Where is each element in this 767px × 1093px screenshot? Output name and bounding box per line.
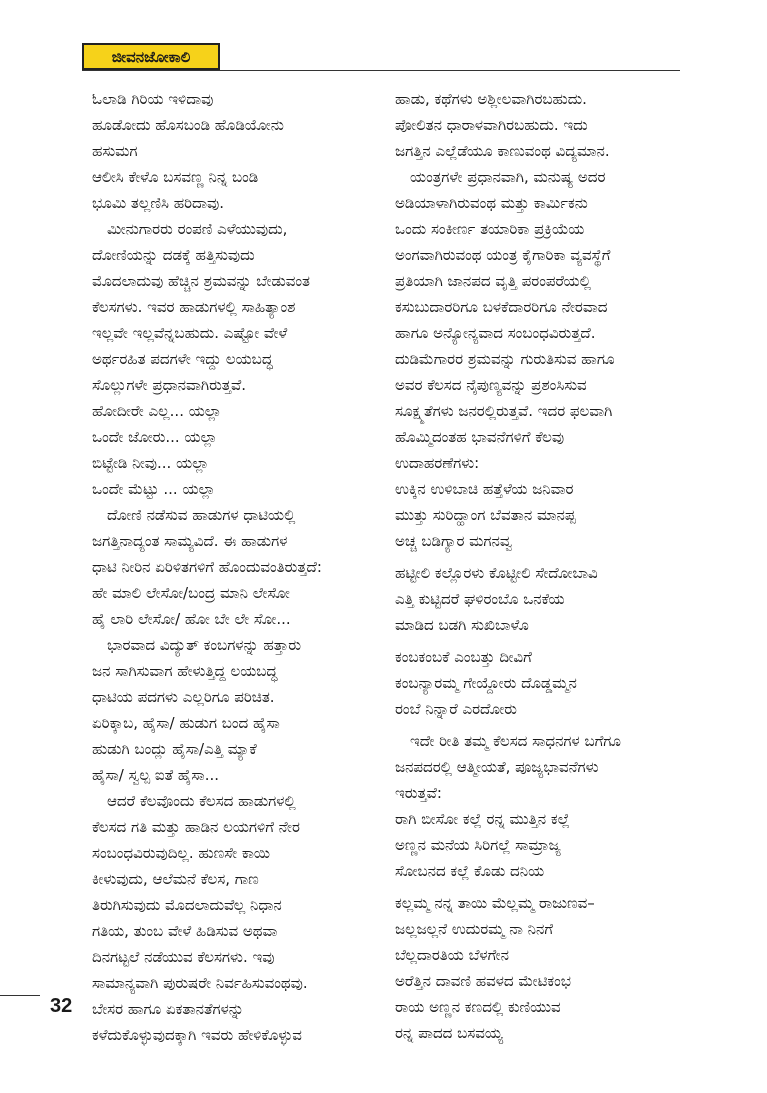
right-column-line: ಹಾಗೂ ಅನ್ಯೋನ್ಯವಾದ ಸಂಬಂಧವಿರುತ್ತದೆ. <box>395 324 596 342</box>
left-column-line: ಮೀನುಗಾರರು ರಂಪಣಿ ಎಳೆಯುವುದು, <box>92 220 288 238</box>
left-column-line: ಹೇ ಮಾಲಿ ಲೇಸೋ/ಬಂದ್ರ ಮಾನಿ ಲೇಸೋ <box>92 584 290 602</box>
right-column-line: ಬೆಲ್ಲದಾರತಿಯ ಬೆಳಗೇನ <box>395 946 509 964</box>
left-column-line: ಧಾಟಿ ನೀರಿನ ಏರಿಳಿತಗಳಿಗೆ ಹೊಂದುವಂತಿರುತ್ತದೆ: <box>92 558 322 576</box>
right-column-line: ಜಗತ್ತಿನ ಎಲ್ಲೆಡೆಯೂ ಕಾಣುವಂಥ ವಿದ್ಯಮಾನ. <box>395 142 610 160</box>
right-column-line: ಎತ್ತಿ ಕುಟ್ಟಿದರೆ ಘಳಿರಂಬೊ ಒನಕೆಯ <box>395 590 565 608</box>
right-column-line: ಸೋಬನದ ಕಲ್ಲೆ ಕೊಡು ದನಿಯ <box>395 862 545 880</box>
left-column-line: ಕಳೆದುಕೊಳ್ಳುವುದಕ್ಕಾಗಿ ಇವರು ಹೇಳಿಕೊಳ್ಳುವ <box>92 1026 302 1044</box>
right-column-line: ಇರುತ್ತವೆ: <box>395 784 442 802</box>
section-label: ಜೀವನಜೋಕಾಲಿ <box>82 43 220 70</box>
left-column-line: ತಿರುಗಿಸುವುದು ಮೊದಲಾದುವೆಲ್ಲ ನಿಧಾನ <box>92 896 282 914</box>
left-column-line: ಇಲ್ಲವೇ ಇಲ್ಲವೆನ್ನಬಹುದು. ಎಷ್ಟೋ ವೇಳೆ <box>92 324 288 342</box>
left-column-line: ದೋಣಿ ನಡೆಸುವ ಹಾಡುಗಳ ಧಾಟಿಯಲ್ಲಿ <box>92 506 296 524</box>
left-column-line: ಹೂಡೋದು ಹೊಸಬಂಡಿ ಹೊಡಿಯೋನು <box>92 116 284 134</box>
right-column-line: ರಾಯ ಅಣ್ಣನ ಕಣದಲ್ಲಿ ಕುಣಿಯುವ <box>395 998 561 1016</box>
right-column-line: ಹಾಡು, ಕಥೆಗಳು ಅಶ್ಲೀಲವಾಗಿರಬಹುದು. <box>395 90 587 108</box>
right-column-line: ಪ್ರತಿಯಾಗಿ ಜಾನಪದ ವೃತ್ತಿ ಪರಂಪರೆಯಲ್ಲಿ <box>395 272 591 290</box>
right-column-line: ಉದಾಹರಣೆಗಳು: <box>395 454 480 472</box>
right-column-line: ಕಲ್ಲಮ್ಮ ನನ್ನ ತಾಯಿ ಮೆಲ್ಲಮ್ಮ ರಾಜುಣವ– <box>395 894 595 912</box>
left-column-line: ದೋಣಿಯನ್ನು ದಡಕ್ಕೆ ಹತ್ತಿಸುವುದು <box>92 246 255 264</box>
right-column-line: ದುಡಿಮೆಗಾರರ ಶ್ರಮವನ್ನು ಗುರುತಿಸುವ ಹಾಗೂ <box>395 350 615 368</box>
left-column-line: ಒಂದೇ ಜೋರು... ಯಲ್ಲಾ <box>92 428 218 446</box>
page-number: 32 <box>50 995 73 1017</box>
right-column <box>395 86 685 1046</box>
left-column-line: ಹೈ ಲಾರಿ ಲೇಸೋ/ ಹೋ ಬೇ ಲೇ ಸೋ... <box>92 610 291 628</box>
right-column-line: ಉಕ್ಕಿನ ಉಳಿಬಾಚಿ ಹತ್ತೆಳೆಯ ಜನಿವಾರ <box>395 480 574 498</box>
right-column-line: ಅಡಿಯಾಳಾಗಿರುವಂಥ ಮತ್ತು ಕಾರ್ಮಿಕನು <box>395 194 588 212</box>
right-column-line: ಅಚ್ಚ ಬಡಿಗ್ಯಾರ ಮಗನವ್ವ <box>395 532 513 550</box>
right-column-line: ಸೂಕ್ಷ್ಮತೆಗಳು ಜನರಲ್ಲಿರುತ್ತವೆ. ಇದರ ಫಲವಾಗಿ <box>395 402 613 420</box>
right-column-line: ಅರೆತ್ತಿನ ದಾವಣಿ ಹವಳದ ಮೇಟಿಕಂಭ <box>395 972 572 990</box>
left-column-line: ಹುಡುಗಿ ಬಂದ್ಲು ಹೈಸಾ/ಎತ್ತಿ ಮ್ಯಾಕೆ <box>92 740 257 758</box>
left-column-line: ಹಸುಮಗ <box>92 142 138 160</box>
right-column-line: ಯಂತ್ರಗಳೇ ಪ್ರಧಾನವಾಗಿ, ಮನುಷ್ಯ ಅದರ <box>395 168 606 186</box>
right-column-line: ಅಣ್ಣನ ಮನೆಯ ಸಿರಿಗಲ್ಲೆ ಸಾಮ್ರಾಜ್ಯ <box>395 836 561 854</box>
left-column-line: ಭೂಮಿ ತಲ್ಲಣಿಸಿ ಹರಿದಾವು. <box>92 194 225 212</box>
right-column-line: ಅವರ ಕೆಲಸದ ನೈಪುಣ್ಯವನ್ನು ಪ್ರಶಂಸಿಸುವ <box>395 376 587 394</box>
left-column-line: ಕೀಳುವುದು, ಆಲೆಮನೆ ಕೆಲಸ, ಗಾಣ <box>92 870 259 888</box>
left-column-line: ಧಾಟಿಯ ಪದಗಳು ಎಲ್ಲರಿಗೂ ಪರಿಚಿತ. <box>92 688 275 706</box>
left-column-line: ಮೊದಲಾದುವು ಹೆಚ್ಚಿನ ಶ್ರಮವನ್ನು ಬೇಡುವಂತ <box>92 272 310 290</box>
left-column-line: ಬೇಸರ ಹಾಗೂ ಏಕತಾನತೆಗಳನ್ನು <box>92 1000 244 1018</box>
left-column-line: ಹೋದೀರೇ ಎಲ್ಲ... ಯಲ್ಲಾ <box>92 402 222 420</box>
right-column-line: ಪೋಲಿತನ ಧಾರಾಳವಾಗಿರಬಹುದು. ಇದು <box>395 116 588 134</box>
right-column-line: ಕಸುಬುದಾರರಿಗೂ ಬಳಕೆದಾರರಿಗೂ ನೇರವಾದ <box>395 298 608 316</box>
left-column-line: ಅರ್ಥರಹಿತ ಪದಗಳೇ ಇದ್ದು ಲಯಬದ್ಧ <box>92 350 273 368</box>
left-column-line: ದಿನಗಟ್ಟಲೆ ನಡೆಯುವ ಕೆಲಸಗಳು. ಇವು <box>92 948 275 966</box>
footer-rule <box>0 995 40 996</box>
left-column-line: ಆದರೆ ಕೆಲವೊಂದು ಕೆಲಸದ ಹಾಡುಗಳಲ್ಲಿ <box>92 792 296 810</box>
right-column-line: ಹಟ್ಟೀಲಿ ಕಲ್ಲೊರಳು ಕೊಟ್ಟೀಲಿ ಸೇದೋಬಾವಿ <box>395 564 598 582</box>
left-column-line: ಒಂದೇ ಮೆಟ್ಟು ... ಯಲ್ಲಾ <box>92 480 216 498</box>
left-column-line: ಓಲಾಡಿ ಗಿರಿಯ ಇಳಿದಾವು <box>92 90 214 108</box>
right-column-line: ರಂಬೆ ನಿನ್ನಾರೆ ಎರದೋರು <box>395 700 517 718</box>
left-column-line: ಸಾಮಾನ್ಯವಾಗಿ ಪುರುಷರೇ ನಿರ್ವಹಿಸುವಂಥವು. <box>92 974 308 992</box>
right-column-line: ಮುತ್ತು ಸುರಿದ್ಹಾಂಗ ಬೆವತಾನ ಮಾನಪ್ಪ <box>395 506 576 524</box>
right-column-line: ಹೊಮ್ಮಿದಂತಹ ಭಾವನೆಗಳಿಗೆ ಕೆಲವು <box>395 428 565 446</box>
right-column-line: ರನ್ನ ಪಾದದ ಬಸವಯ್ಯ <box>395 1024 504 1042</box>
left-column-line: ಕೆಲಸದ ಗತಿ ಮತ್ತು ಹಾಡಿನ ಲಯಗಳಿಗೆ ನೇರ <box>92 818 300 836</box>
left-column-line: ಬಿಟ್ಟೇಡಿ ನೀವು... ಯಲ್ಲಾ <box>92 454 209 472</box>
left-column-line: ಕೆಲಸಗಳು. ಇವರ ಹಾಡುಗಳಲ್ಲಿ ಸಾಹಿತ್ಯಾಂಶ <box>92 298 296 316</box>
left-column-line: ಸೊಲ್ಲುಗಳೇ ಪ್ರಧಾನವಾಗಿರುತ್ತವೆ. <box>92 376 247 394</box>
left-column-line: ಆಲೀಸಿ ಕೇಳೊ ಬಸವಣ್ಣ ನಿನ್ನ ಬಂಡಿ <box>92 168 259 186</box>
left-column-line: ಭಾರವಾದ ವಿದ್ಯುತ್ ಕಂಬಗಳನ್ನು ಹತ್ತಾರು <box>92 636 301 654</box>
right-column-line: ಅಂಗವಾಗಿರುವಂಥ ಯಂತ್ರ ಕೈಗಾರಿಕಾ ವ್ಯವಸ್ಥೆಗೆ <box>395 246 611 264</box>
left-column-line: ಗತಿಯ, ತುಂಬ ವೇಳೆ ಹಿಡಿಸುವ ಅಥವಾ <box>92 922 278 940</box>
right-column-line: ಇದೇ ರೀತಿ ತಮ್ಮ ಕೆಲಸದ ಸಾಧನಗಳ ಬಗೆಗೂ <box>395 732 621 750</box>
left-column-line: ಹೈಸಾ/ ಸ್ವಲ್ಪ ಐತೆ ಹೈಸಾ... <box>92 766 219 784</box>
left-column-line: ಸಂಬಂಧವಿರುವುದಿಲ್ಲ. ಹುಣಸೇ ಕಾಯಿ <box>92 844 271 862</box>
right-column-line: ಕಂಬನ್ಯಾರಮ್ಮ ಗೇಯ್ದೋರು ದೊಡ್ಡಮ್ಮನ <box>395 674 577 692</box>
right-column-line: ಕಂಬಕಂಬಕೆ ಎಂಬತ್ತು ದೀವಿಗೆ <box>395 648 532 666</box>
header-rule <box>82 70 680 71</box>
left-column-line: ಏರಿಕ್ಕಾಬ, ಹೈಸಾ/ ಹುಡುಗ ಬಂದ ಹೈಸಾ <box>92 714 280 732</box>
right-column-line: ಒಂದು ಸಂಕೀರ್ಣ ತಯಾರಿಕಾ ಪ್ರಕ್ರಿಯೆಯ <box>395 220 585 238</box>
right-column-line: ಜನಪದರಲ್ಲಿ ಆತ್ಮೀಯತೆ, ಪೂಜ್ಯಭಾವನೆಗಳು <box>395 758 599 776</box>
left-column-line: ಜನ ಸಾಗಿಸುವಾಗ ಹೇಳುತ್ತಿದ್ದ ಲಯಬದ್ಧ <box>92 662 278 680</box>
right-column-line: ಮಾಡಿದ ಬಡಗಿ ಸುಖಿಬಾಳೊ <box>395 616 529 634</box>
left-column-line: ಜಗತ್ತಿನಾದ್ಯಂತ ಸಾಮ್ಯವಿದೆ. ಈ ಹಾಡುಗಳ <box>92 532 288 550</box>
left-column <box>92 86 374 1048</box>
right-column-line: ಜಲ್ಲಜಲ್ಲನೆ ಉದುರಮ್ಮ ನಾ ನಿನಗೆ <box>395 920 554 938</box>
right-column-line: ರಾಗಿ ಬೀಸೋ ಕಲ್ಲೆ ರನ್ನ ಮುತ್ತಿನ ಕಲ್ಲೆ <box>395 810 570 828</box>
